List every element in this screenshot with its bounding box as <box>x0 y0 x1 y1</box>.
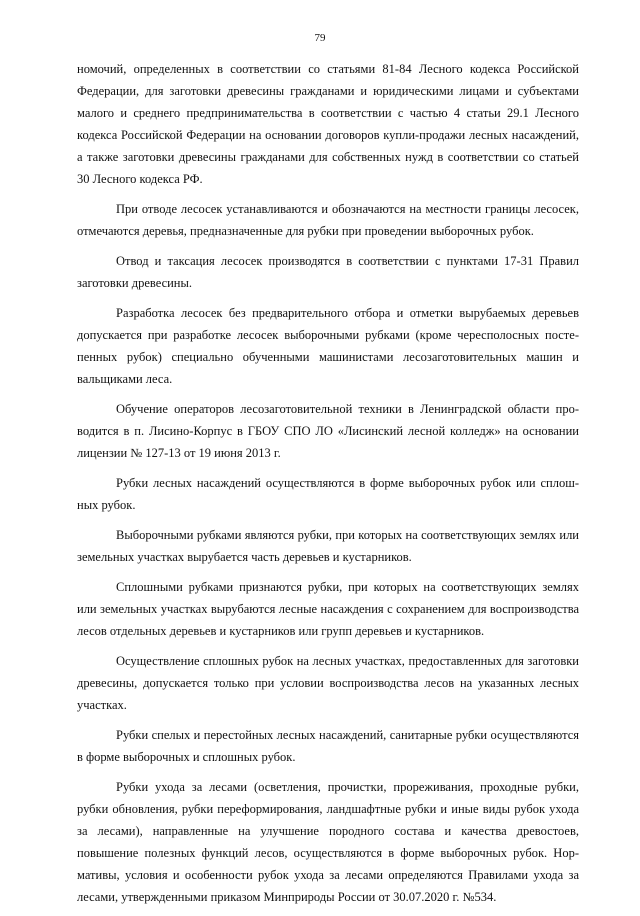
paragraph-4: Разработка лесосек без предварительного отбора и отметки вырубаемых деревьев допускается при разработке лесосек выборочными рубками (кроме чересполосных постепенных рубок) специально обученными машинистами лесозаготовительных машин и вальщиками леса. <box>77 306 579 386</box>
paragraph-10: Рубки спелых и перестойных лесных насаждений, санитарные рубки осуществляются в форме выборочных и сплошных рубок. <box>77 728 579 764</box>
page-number: 79 <box>314 32 326 44</box>
paragraph-8: Сплошными рубками признаются рубки, при которых на соответствующих землях или земельных участках вырубаются лесные насаждения с сохранением для воспроизводства лесов отдельных деревьев и кустарников или групп деревьев и кустарников. <box>77 580 579 638</box>
paragraph-11: Рубки ухода за лесами (осветления, прочистки, прореживания, проходные рубки, рубки обновления, рубки переформирования, ландшафтные рубки и иные виды рубок ухода за лесами), направленные на улучшение породного состава и качества древостоев, повышение полезных функций лесов, осуществляются в форме выборочных рубок. Нормативы, условия и особенности рубок ухода за лесами определяются Правилами ухода за лесами, утвержденными приказом Минприроды России от 30.07.2020 г. №534. <box>77 780 579 904</box>
paragraph-5: Обучение операторов лесозаготовительной техники в Ленинградской области проводится в п. Лисино-Корпус в ГБОУ СПО ЛО «Лисинский лесной колледж» на основании лицензии № 127-13 от 19 июня 2013 г. <box>77 402 579 460</box>
paragraph-3: Отвод и таксация лесосек производятся в соответствии с пунктами 17-31 Правил заготовки древесины. <box>77 254 579 290</box>
body-text <box>77 58 579 916</box>
paragraph-9: Осуществление сплошных рубок на лесных участках, предоставленных для заготовки древесины, допускается только при условии воспроизводства лесов на указанных лесных участках. <box>77 654 579 712</box>
paragraph-6: Рубки лесных насаждений осуществляются в форме выборочных рубок или сплошных рубок. <box>77 476 579 512</box>
paragraph-2: При отводе лесосек устанавливаются и обозначаются на местности границы лесосек, отмечаются деревья, предназначенные для рубки при проведении выборочных рубок. <box>77 202 579 238</box>
paragraph-1: номочий, определенных в соответствии со статьями 81-84 Лесного кодекса Российской Федерации, для заготовки древесины гражданами и юридическими лицами и субъектами малого и среднего предпринимательства в соответствии с частью 4 статьи 29.1 Лесного кодекса Российской Федерации на основании договоров купли-продажи лесных насаждений, а также заготовки древесины гражданами для собственных нужд в соответствии со статьей 30 Лесного кодекса РФ. <box>77 62 579 186</box>
paragraph-7: Выборочными рубками являются рубки, при которых на соответствующих землях или земельных участках вырубается часть деревьев и кустарников. <box>77 528 579 564</box>
